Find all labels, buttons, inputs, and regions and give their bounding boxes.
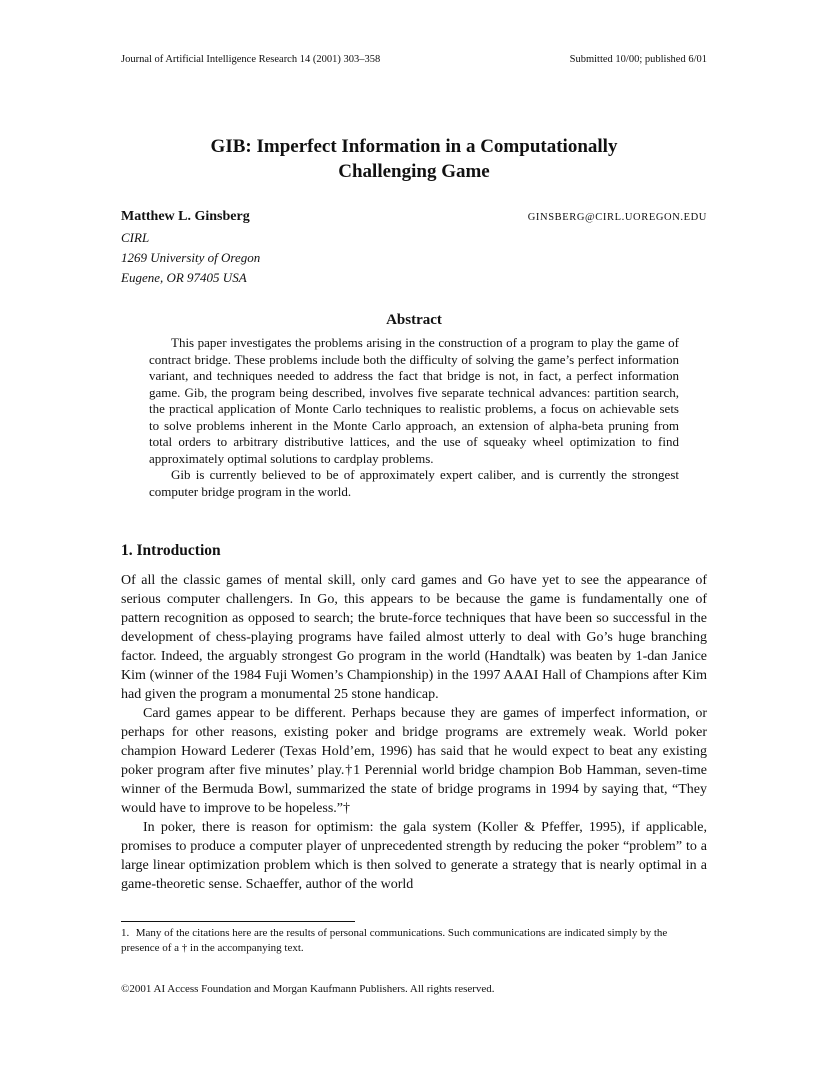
copyright-notice: ©2001 AI Access Foundation and Morgan Kaufmann Publishers. All rights reserved. <box>121 983 495 995</box>
author-email[interactable]: GINSBERG@CIRL.UOREGON.EDU <box>527 212 707 223</box>
section-heading: 1. Introduction <box>121 542 221 559</box>
footnote <box>121 926 707 956</box>
author-block <box>121 207 707 288</box>
title-line-2: Challenging Game <box>338 161 490 182</box>
section-body <box>121 571 707 894</box>
abstract-paragraph: This paper investigates the problems arising in the construction of a program to play the game of contract bridge. These problems include both the difficulty of solving the game’s perfect information variant, and techniques needed to address the fact that bridge is not, in fact, a perfect information game. Gib, the program being described, involves five separate technical advances: partition search, the practical application of Monte Carlo techniques to realistic problems, a focus on achievable sets to solve problems inherent in the Monte Carlo approach, an extension of alpha-beta pruning from total orders to arbitrary distributive lattices, and the use of squeaky wheel optimization to find approximately optimal solutions to cardplay problems. <box>149 335 679 466</box>
footnote-rule <box>121 921 355 922</box>
body-paragraph: Of all the classic games of mental skill, only card games and Go have yet to see the appearance of serious computer challengers. In Go, this appears to be because the game is fundamentally one of pattern recognition as opposed to search; the brute-force techniques that have been so successful in the development of chess-playing programs have failed almost utterly to deal with Go’s huge branching factor. Indeed, the arguably strongest Go program in the world (Handtalk) was beaten by 1-dan Janice Kim (winner of the 1984 Fuji Women’s Championship) in the 1997 AAAI Hall of Champions after Kim had given the program a monumental 25 stone handicap. <box>121 573 707 702</box>
submission-dates: Submitted 10/00; published 6/01 <box>569 54 707 65</box>
journal-citation: Journal of Artificial Intelligence Research 14 (2001) 303–358 <box>121 54 381 65</box>
body-paragraph: In poker, there is reason for optimism: the gala system (Koller & Pfeffer, 1995), if applicable, promises to produce a computer player of unprecedented strength by reducing the poker “problem” to a large linear optimization problem which is then solved to generate a strategy that is nearly optimal in a game-theoretic sense. Schaeffer, author of the world <box>121 820 707 892</box>
body-paragraph: Card games appear to be different. Perhaps because they are games of imperfect information, or perhaps for other reasons, existing poker and bridge programs are extremely weak. World poker champion Howard Lederer (Texas Hold’em, 1996) has said that he would expect to beat any existing poker program after five minutes’ play.†1 Perennial world bridge champion Bob Hamman, seven-time winner of the Bermuda Bowl, summarized the state of bridge programs in 1994 by saying that, “They would have to improve to be hopeless.”† <box>121 706 707 816</box>
abstract-heading: Abstract <box>386 312 442 328</box>
abstract-body <box>149 335 679 500</box>
affiliation-line: 1269 University of Oregon <box>121 250 261 265</box>
footnote-text: Many of the citations here are the results of personal communications. Such communications are indicated simply by the presence of a † in the accompanying text. <box>121 927 668 954</box>
footnote-number: 1. <box>121 927 130 939</box>
title-line-1: GIB: Imperfect Information in a Computationally <box>210 136 618 157</box>
paper-title <box>121 134 707 184</box>
affiliation-line: CIRL <box>121 230 150 245</box>
running-header <box>121 54 707 65</box>
affiliation-line: Eugene, OR 97405 USA <box>121 270 247 285</box>
abstract-paragraph: Gib is currently believed to be of approximately expert caliber, and is currently the strongest computer bridge program in the world. <box>149 467 679 499</box>
author-name: Matthew L. Ginsberg <box>121 209 250 224</box>
